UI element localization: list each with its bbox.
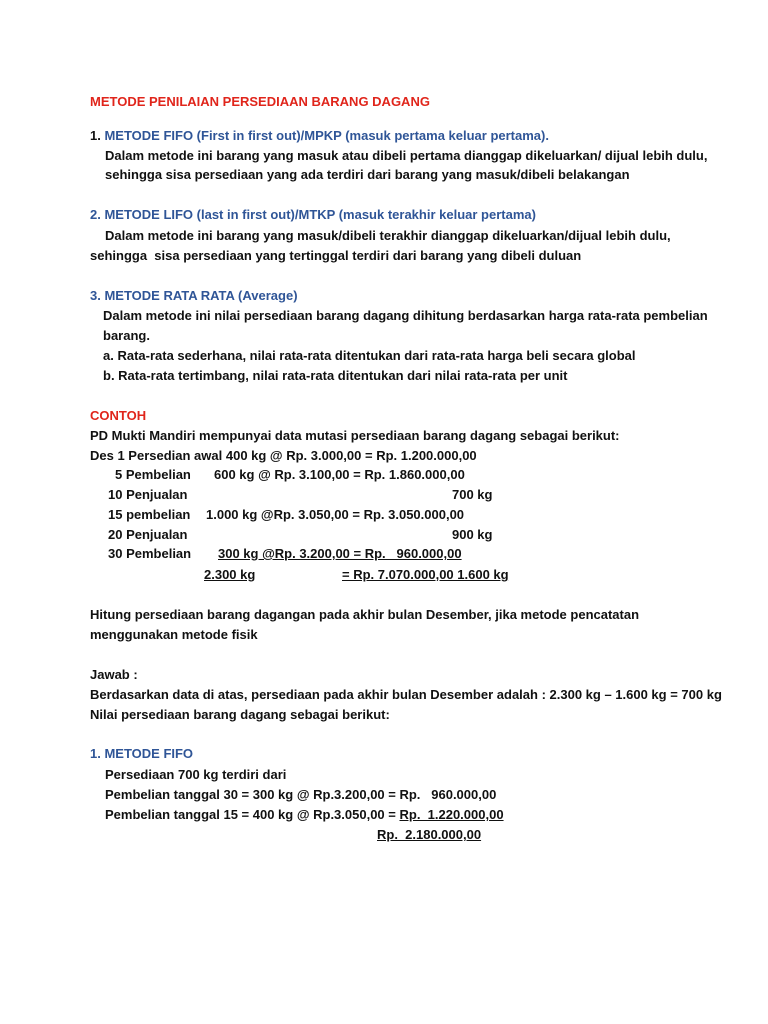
section-1-heading bbox=[90, 128, 549, 144]
section-3-heading: 3. METODE RATA RATA (Average) bbox=[90, 288, 298, 303]
jawab-label: Jawab : bbox=[90, 667, 138, 682]
section-2-line-1: Dalam metode ini barang yang masuk/dibeli terakhir dianggap dikeluarkan/dijual lebih dulu, bbox=[105, 228, 671, 243]
section-1-line-1: Dalam metode ini barang yang masuk atau dibeli pertama dianggap dikeluarkan/ dijual lebih dulu, bbox=[105, 148, 708, 163]
section-3-line-2: barang. bbox=[103, 328, 150, 343]
contoh-row-3-label: 10 Penjualan bbox=[108, 487, 188, 502]
contoh-total-rp: = Rp. 7.070.000,00 1.600 kg bbox=[342, 567, 509, 582]
contoh-row-5-label: 20 Penjualan bbox=[108, 527, 188, 542]
contoh-row-2-label: 5 Pembelian bbox=[115, 467, 191, 482]
section-2-line-2: sehingga sisa persediaan yang tertinggal terdiri dari barang yang dibeli duluan bbox=[90, 248, 582, 263]
contoh-row-5-value: 900 kg bbox=[452, 527, 493, 542]
fifo-line-3 bbox=[105, 807, 504, 823]
fifo-total: Rp. 2.180.000,00 bbox=[377, 827, 482, 842]
fifo-line-1: Persediaan 700 kg terdiri dari bbox=[105, 767, 287, 782]
fifo-line-3-amount: Rp. 1.220.000,00 bbox=[399, 807, 504, 822]
contoh-total-kg: 2.300 kg bbox=[204, 567, 256, 582]
contoh-row-6-value: 300 kg @Rp. 3.200,00 = Rp. 960.000,00 bbox=[218, 546, 462, 561]
contoh-row-6-label: 30 Pembelian bbox=[108, 546, 192, 561]
section-2-heading: 2. METODE LIFO (last in first out)/MTKP (masuk terakhir keluar pertama) bbox=[90, 207, 536, 222]
contoh-row-2-value: 600 kg @ Rp. 3.100,00 = Rp. 1.860.000,00 bbox=[214, 467, 465, 482]
section-1-line-2: sehingga sisa persediaan yang ada terdiri dari barang yang masuk/dibeli belakangan bbox=[105, 167, 630, 182]
question-line-1: Hitung persediaan barang dagangan pada akhir bulan Desember, jika metode pencatatan bbox=[90, 607, 640, 622]
fifo-heading: 1. METODE FIFO bbox=[90, 746, 194, 761]
page-title: METODE PENILAIAN PERSEDIAAN BARANG DAGANG bbox=[90, 94, 430, 109]
section-3-line-3: a. Rata-rata sederhana, nilai rata-rata ditentukan dari rata-rata harga beli secara global bbox=[103, 348, 636, 363]
question-line-2: menggunakan metode fisik bbox=[90, 627, 258, 642]
contoh-row-1: Des 1 Persedian awal 400 kg @ Rp. 3.000,00 = Rp. 1.200.000,00 bbox=[90, 448, 477, 463]
contoh-row-4-value: 1.000 kg @Rp. 3.050,00 = Rp. 3.050.000,00 bbox=[206, 507, 465, 522]
section-3-line-1: Dalam metode ini nilai persediaan barang dagang dihitung berdasarkan harga rata-rata pembelian bbox=[103, 308, 708, 323]
section-1-title: METODE FIFO (First in first out)/MPKP (masuk pertama keluar pertama). bbox=[104, 128, 549, 143]
contoh-total-gap bbox=[204, 567, 264, 568]
jawab-line-1: Berdasarkan data di atas, persediaan pada akhir bulan Desember adalah : 2.300 kg – 1.600 kg = 700 kg bbox=[90, 687, 722, 702]
section-3-line-4: b. Rata-rata tertimbang, nilai rata-rata ditentukan dari nilai rata-rata per unit bbox=[103, 368, 568, 383]
contoh-intro: PD Mukti Mandiri mempunyai data mutasi persediaan barang dagang sebagai berikut: bbox=[90, 428, 620, 443]
section-1-number: 1. bbox=[90, 128, 105, 143]
jawab-line-2: Nilai persediaan barang dagang sebagai berikut: bbox=[90, 707, 390, 722]
contoh-row-3-value: 700 kg bbox=[452, 487, 493, 502]
contoh-total-underline-spacer bbox=[262, 567, 342, 583]
fifo-line-3-text: Pembelian tanggal 15 = 400 kg @ Rp.3.050,00 = bbox=[105, 807, 400, 822]
fifo-line-2: Pembelian tanggal 30 = 300 kg @ Rp.3.200,00 = Rp. 960.000,00 bbox=[105, 787, 497, 802]
contoh-label: CONTOH bbox=[90, 408, 147, 423]
contoh-row-4-label: 15 pembelian bbox=[108, 507, 191, 522]
